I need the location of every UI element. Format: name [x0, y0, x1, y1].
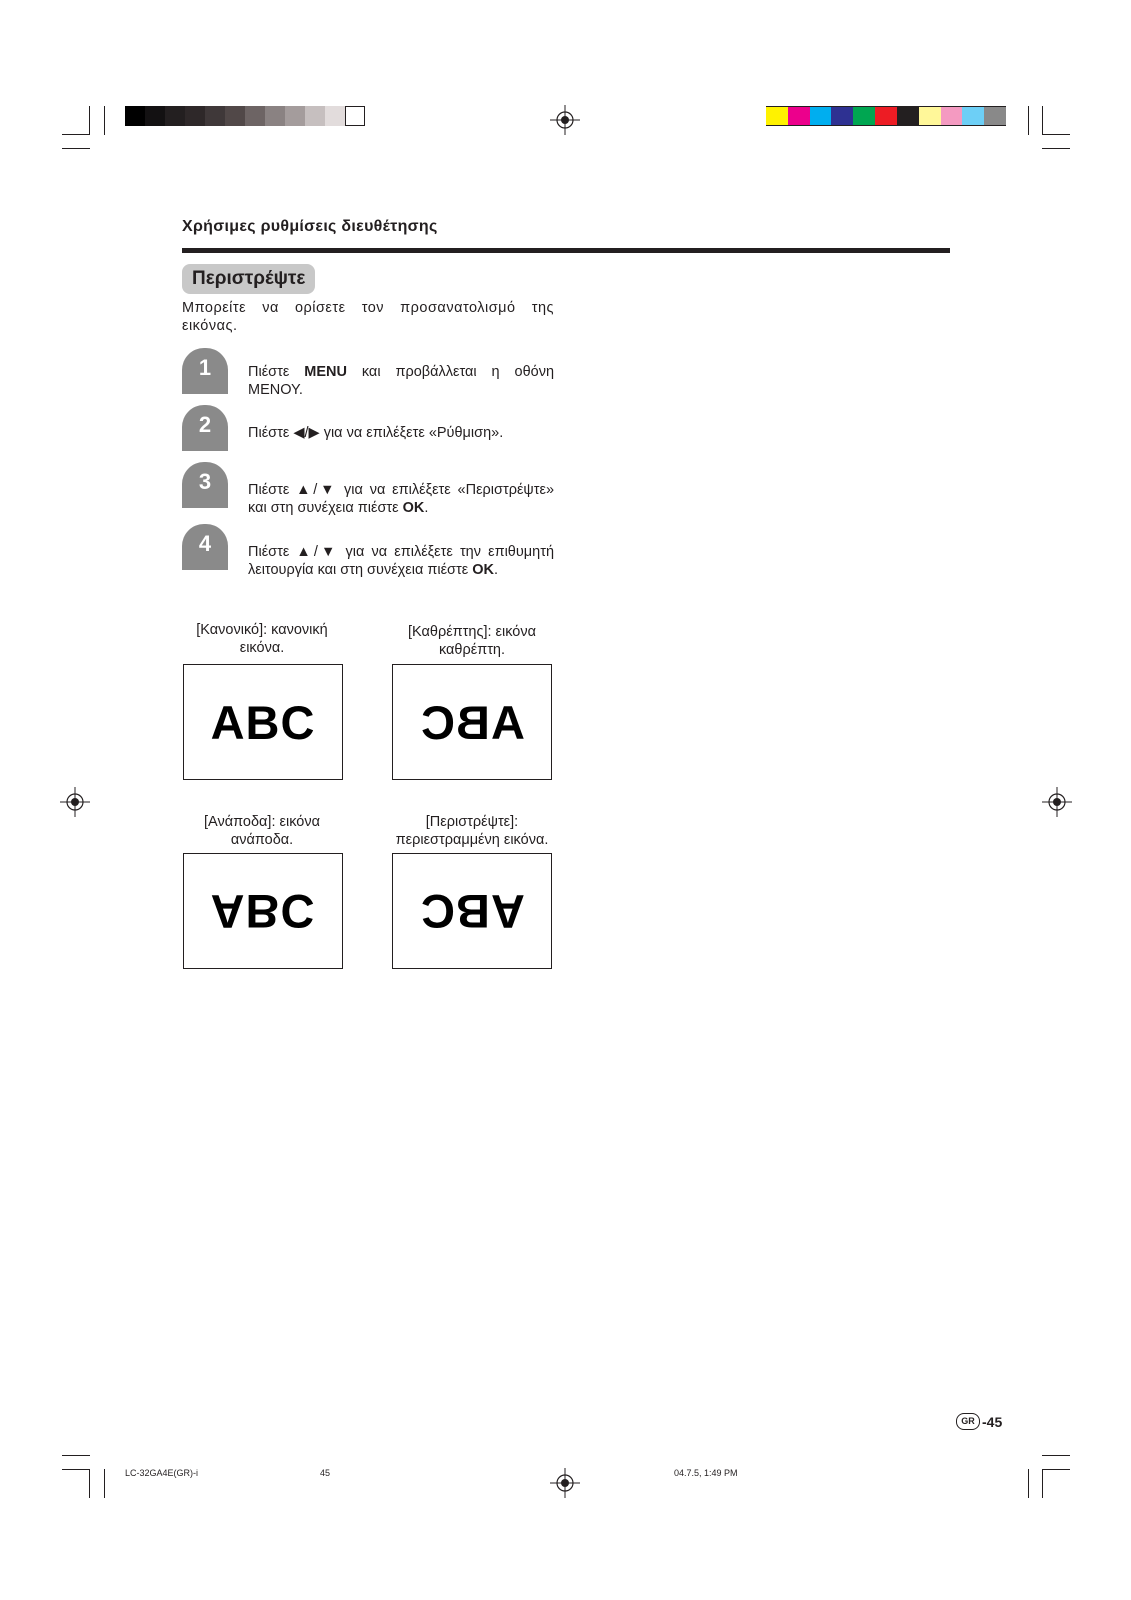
color-swatch: [810, 106, 832, 126]
mode-caption-normal: [Κανονικό]: κανονική εικόνα.: [196, 622, 328, 656]
up-down-arrows-icon: ▲/▼: [296, 482, 338, 498]
color-swatch: [875, 106, 897, 126]
gray-swatch: [345, 106, 365, 126]
color-swatch: [919, 106, 941, 126]
crop-mark: [62, 134, 90, 135]
gray-swatch: [165, 106, 185, 126]
crop-mark: [104, 1469, 105, 1498]
gray-swatch: [245, 106, 265, 126]
page-title: Περιστρέψτε: [182, 264, 315, 294]
mode-sample-rotate: [392, 853, 552, 969]
crop-mark: [1042, 1469, 1043, 1498]
crop-mark: [104, 106, 105, 135]
crop-mark: [89, 1469, 90, 1498]
up-down-arrows-icon: ▲/▼: [296, 544, 339, 560]
color-swatch: [853, 106, 875, 126]
mode-sample-mirror: [392, 664, 552, 780]
left-right-arrows-icon: ◀/▶: [293, 425, 320, 441]
intro-text: Μπορείτε να ορίσετε τον προσανατολισμό της εικόνας.: [182, 300, 554, 334]
gray-swatch: [265, 106, 285, 126]
gray-swatch: [185, 106, 205, 126]
crop-mark: [1042, 1469, 1070, 1470]
gray-swatch: [205, 106, 225, 126]
page-number: [956, 1413, 1002, 1430]
crop-mark: [1042, 134, 1070, 135]
gray-swatch: [285, 106, 305, 126]
crop-mark: [1042, 148, 1070, 149]
step-badge: 3: [182, 462, 228, 508]
gray-swatch: [225, 106, 245, 126]
mode-sample-normal: [183, 664, 343, 780]
sample-text: ABC: [419, 884, 525, 938]
mode-caption-rotate: [Περιστρέψτε]: περιεστραμμένη εικόνα.: [395, 814, 549, 848]
crop-mark: [62, 1455, 90, 1456]
step-badge: 4: [182, 524, 228, 570]
crop-mark: [62, 1469, 90, 1470]
color-swatch: [962, 106, 984, 126]
mode-caption-upside-down: [Ανάποδα]: εικόνα ανάποδα.: [204, 814, 320, 848]
crop-mark: [1042, 1455, 1070, 1456]
registration-target-icon: [550, 1468, 580, 1498]
color-swatch: [897, 106, 919, 126]
crop-mark: [1028, 106, 1029, 135]
footer-page: 45: [320, 1468, 331, 1478]
header-rule: [182, 248, 950, 253]
color-swatch: [831, 106, 853, 126]
step-text: Πιέστε MENU και προβάλλεται η οθόνη ΜΕΝΟΥ.: [248, 364, 555, 398]
mode-sample-upside-down: [183, 853, 343, 969]
gray-swatch: [325, 106, 345, 126]
gray-swatch: [145, 106, 165, 126]
gray-swatch: [125, 106, 145, 126]
sample-text: ABC: [210, 884, 316, 938]
step-badge: 2: [182, 405, 228, 451]
mode-caption-mirror: [Καθρέπτης]: εικόνα καθρέπτη.: [407, 624, 536, 658]
crop-mark: [62, 148, 90, 149]
language-badge: GR: [956, 1413, 980, 1430]
color-swatch: [984, 106, 1006, 126]
registration-target-icon: [550, 105, 580, 135]
registration-target-icon: [60, 787, 90, 817]
sample-text: ABC: [210, 695, 316, 749]
footer-model: LC-32GA4E(GR)-i: [125, 1468, 199, 1478]
color-swatch: [788, 106, 810, 126]
color-swatch: [941, 106, 963, 126]
gray-swatch: [305, 106, 325, 126]
step-badge: 1: [182, 348, 228, 394]
step-text: Πιέστε ◀/▶ για να επιλέξετε «Ρύθμιση».: [248, 425, 504, 441]
sample-text: ABC: [419, 695, 525, 749]
section-header: Χρήσιμες ρυθμίσεις διευθέτησης: [182, 218, 438, 235]
crop-mark: [89, 106, 90, 135]
step-text: Πιέστε ▲/▼ για να επιλέξετε την επιθυμητή λειτουργία και στη συνέχεια πιέστε OK.: [248, 544, 555, 578]
footer-date: 04.7.5, 1:49 PM: [674, 1468, 738, 1478]
crop-mark: [1028, 1469, 1029, 1498]
registration-target-icon: [1042, 787, 1072, 817]
crop-mark: [1042, 106, 1043, 135]
color-swatch: [766, 106, 788, 126]
page-number-value: -45: [982, 1413, 1003, 1430]
step-text: Πιέστε ▲/▼ για να επιλέξετε «Περιστρέψτε» και στη συνέχεια πιέστε OK.: [248, 482, 555, 516]
